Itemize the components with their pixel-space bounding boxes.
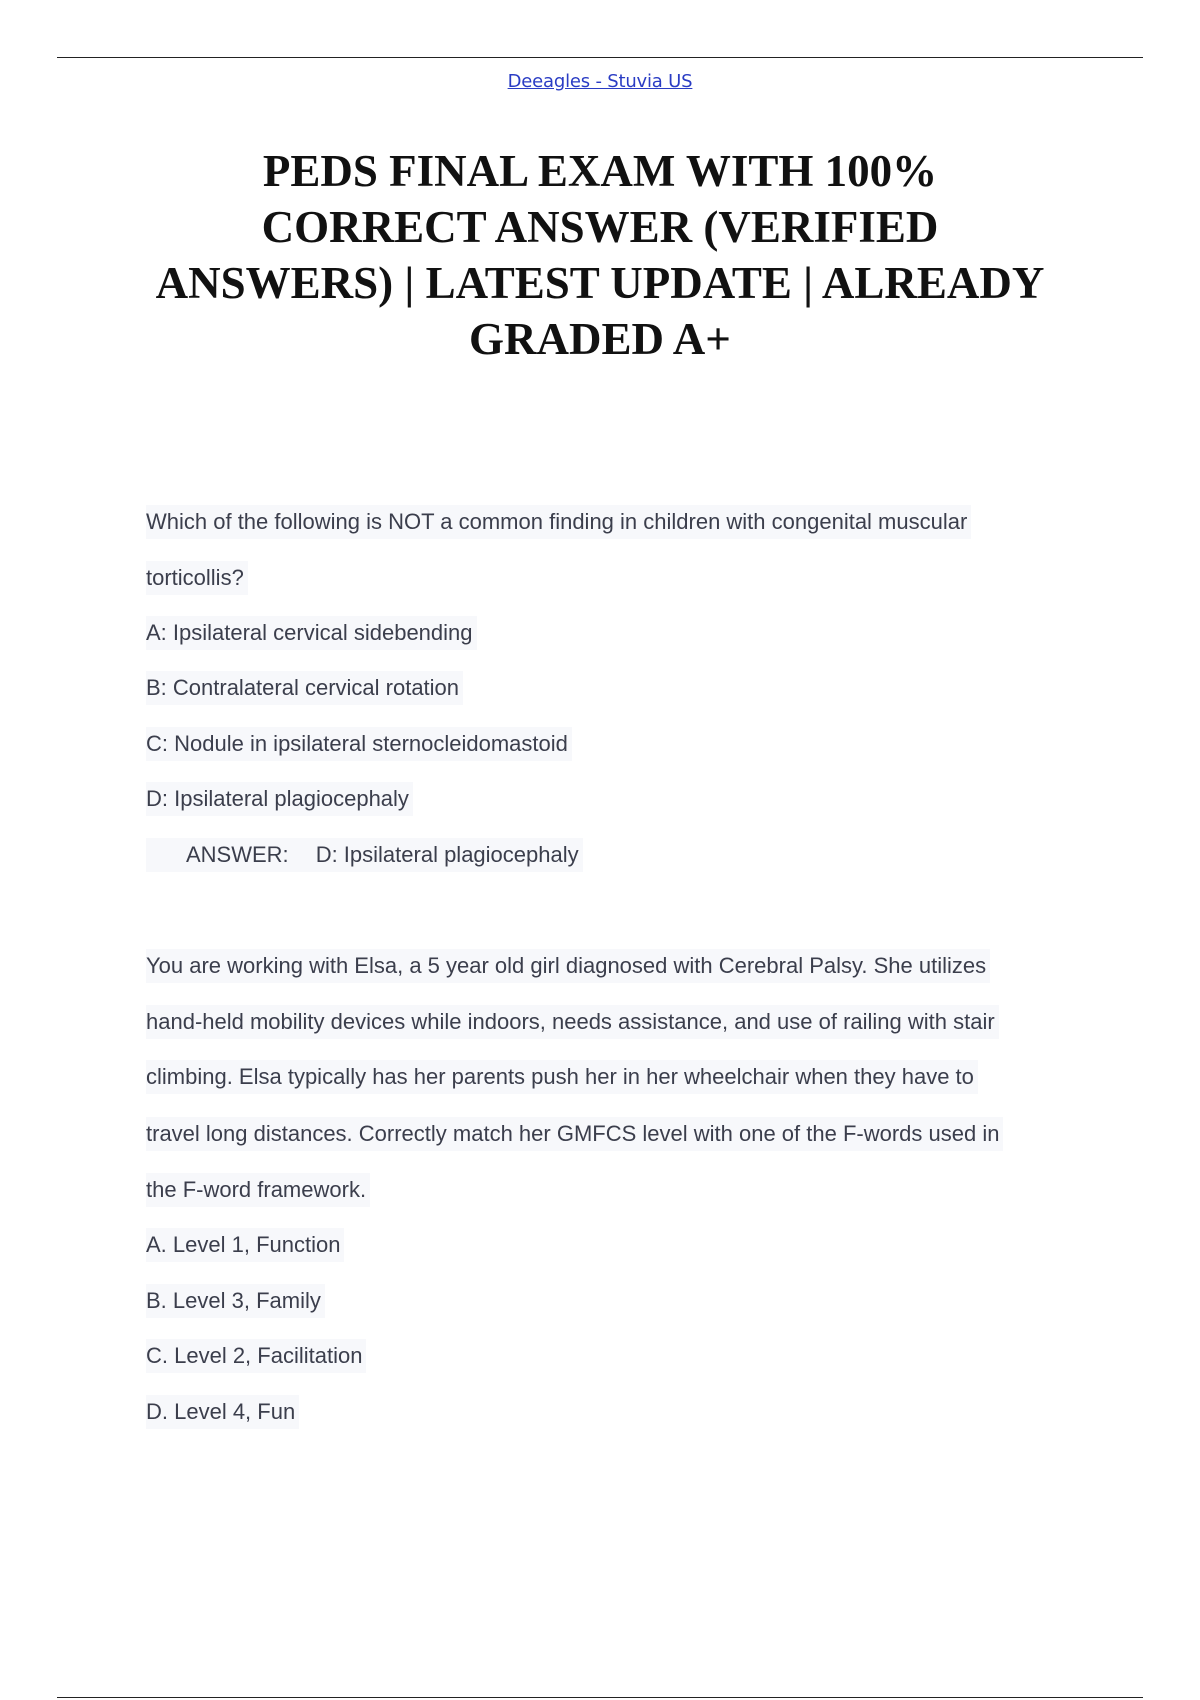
question-1-option-c: C: Nodule in ipsilateral sternocleidomastoid [146, 727, 572, 761]
question-2-text-line: climbing. Elsa typically has her parents push her in her wheelchair when they have to [146, 1060, 978, 1094]
question-2-option-a: A. Level 1, Function [146, 1228, 344, 1262]
question-2-text-line: You are working with Elsa, a 5 year old girl diagnosed with Cerebral Palsy. She utilizes [146, 949, 990, 983]
question-2-text-line: the F-word framework. [146, 1173, 370, 1207]
answer-label: ANSWER: [186, 842, 289, 867]
answer-value: D: Ipsilateral plagiocephaly [315, 842, 579, 867]
bottom-rule [57, 1697, 1143, 1698]
question-2-text-line: travel long distances. Correctly match her GMFCS level with one of the F-words used in [146, 1117, 1003, 1151]
question-2-text-line: hand-held mobility devices while indoors, needs assistance, and use of railing with stair [146, 1005, 999, 1039]
question-1-option-b: B: Contralateral cervical rotation [146, 671, 463, 705]
question-1-text-line: torticollis? [146, 561, 248, 595]
question-1-option-a: A: Ipsilateral cervical sidebending [146, 616, 477, 650]
source-link[interactable]: Deeagles - Stuvia US [507, 71, 693, 92]
question-2-option-d: D. Level 4, Fun [146, 1395, 299, 1429]
question-1-answer [146, 838, 583, 872]
question-2-option-b: B. Level 3, Family [146, 1284, 325, 1318]
question-2-option-c: C. Level 2, Facilitation [146, 1339, 366, 1373]
document-title: PEDS FINAL EXAM WITH 100% CORRECT ANSWER (VERIFIED ANSWERS) | LATEST UPDATE | ALREADY GRADED A+ [155, 146, 1045, 364]
question-1-text-line: Which of the following is NOT a common finding in children with congenital muscular [146, 505, 971, 539]
question-1-option-d: D: Ipsilateral plagiocephaly [146, 782, 413, 816]
